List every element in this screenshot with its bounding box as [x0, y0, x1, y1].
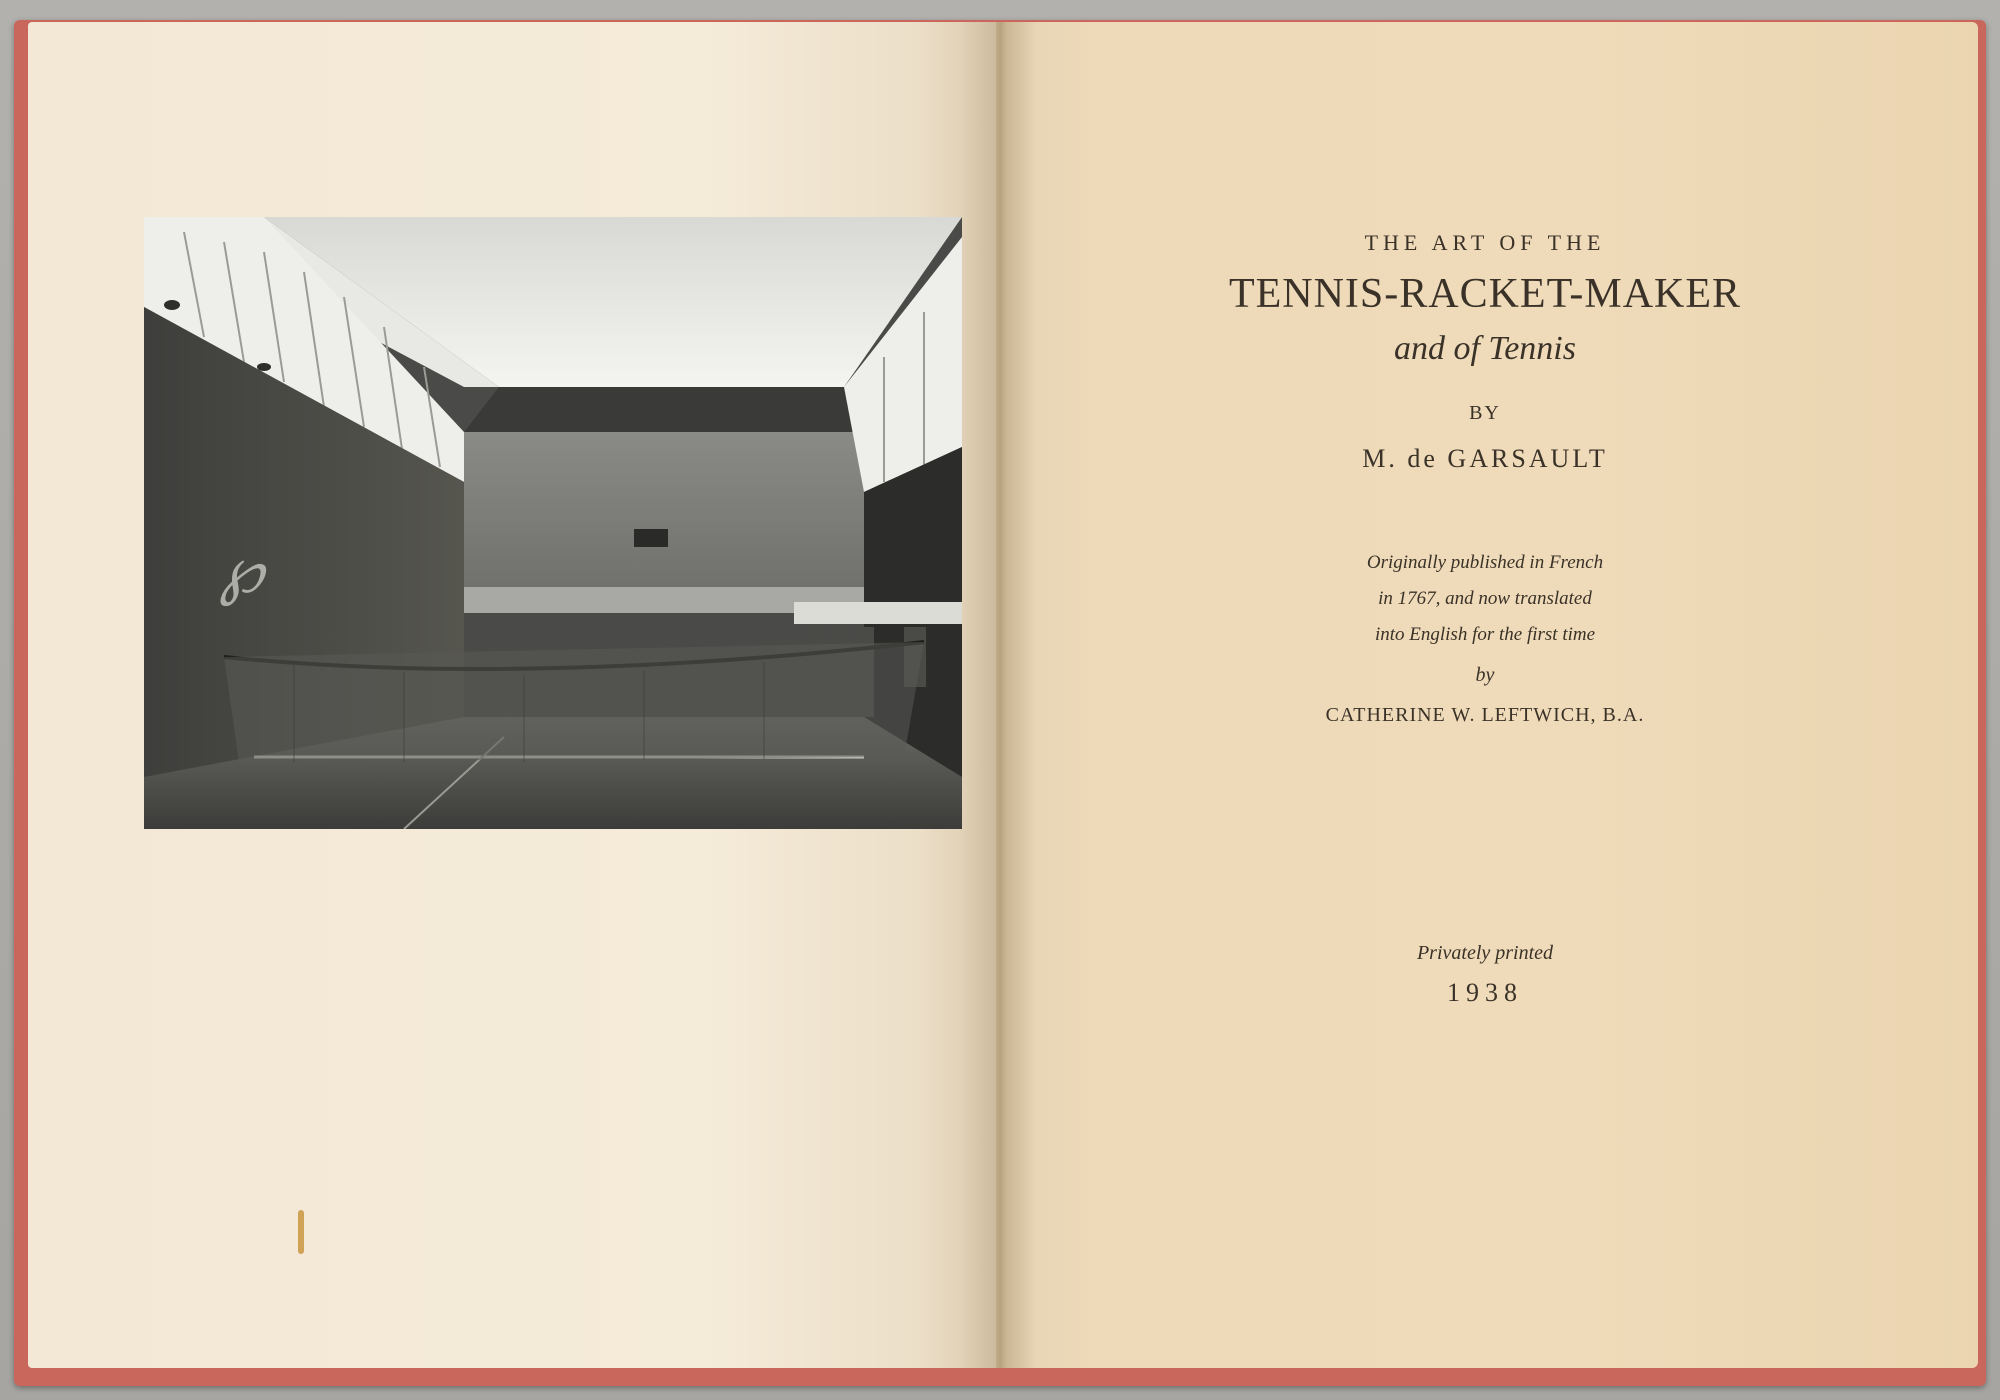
title-prefix: THE ART OF THE — [1364, 230, 1606, 255]
tennis-court-photo-icon — [144, 217, 962, 829]
publication-note-line-3: into English for the first time — [1374, 624, 1596, 645]
main-title: TENNIS-RACKET-MAKER — [1228, 271, 1742, 317]
left-page — [28, 22, 996, 1368]
translator-by-label: by — [1475, 664, 1495, 686]
printing-note: Privately printed — [1416, 942, 1554, 964]
publication-year: 1938 — [1447, 978, 1523, 1007]
subtitle: and of Tennis — [1393, 330, 1576, 367]
publication-note-line-1: Originally published in French — [1366, 552, 1604, 573]
publication-note-line-2: in 1767, and now translated — [1378, 588, 1592, 609]
svg-text:℘: ℘ — [219, 535, 264, 606]
by-label: BY — [1469, 402, 1501, 424]
author-name: M. de GARSAULT — [1362, 444, 1608, 473]
paper-stain — [298, 1210, 304, 1254]
title-page — [1140, 0, 1830, 1346]
tennis-court-photograph — [144, 217, 962, 829]
translator-name: CATHERINE W. LEFTWICH, B.A. — [1325, 704, 1645, 726]
